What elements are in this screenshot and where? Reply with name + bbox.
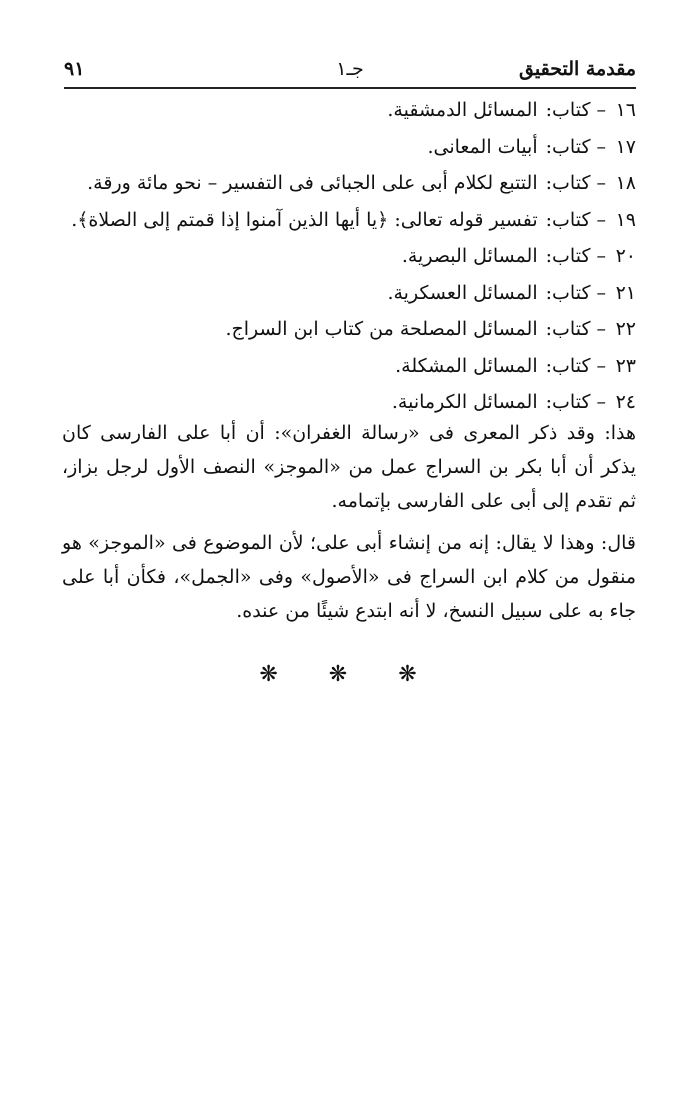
item-title: المسائل البصرية. <box>401 245 538 267</box>
item-title: تفسير قوله تعالى: ﴿يا أيها الذين آمنوا إذا قمتم إلى الصلاة﴾. <box>71 208 538 231</box>
list-item: ١٩–كتاب:تفسير قوله تعالى: ﴿يا أيها الذين آمنوا إذا قمتم إلى الصلاة﴾. <box>76 202 636 239</box>
item-label: كتاب <box>552 391 591 413</box>
list-item: ٢٣–كتاب:المسائل المشكلة. <box>76 348 636 385</box>
item-label: كتاب <box>552 281 591 304</box>
item-label: كتاب <box>552 99 591 121</box>
list-item: ٢٢–كتاب:المسائل المصلحة من كتاب ابن السراج. <box>76 311 636 348</box>
item-number: ٢٢ <box>615 318 636 340</box>
item-title: المسائل الكرمانية. <box>391 391 538 413</box>
item-title: المسائل الدمشقية. <box>387 99 538 121</box>
item-number: ١٨ <box>615 172 636 194</box>
list-item: ١٦–كتاب:المسائل الدمشقية. <box>76 92 636 129</box>
page-number: ٩١ <box>64 58 85 80</box>
section-ornament: ❋ ❋ ❋ <box>259 662 439 687</box>
paragraph-risalat-al-ghufran: هذا: وقد ذكر المعرى فى «رسالة الغفران»: أن أبا على الفارسى كان يذكر أن أبا بكر بن السراج عمل من «الموجز» النصف الأول لرجل بزاز، ثم تقدم إلى أبى على الفارسى بإتمامه. <box>62 422 636 512</box>
header-volume: جـ١ <box>336 58 364 80</box>
header-rule <box>64 87 636 89</box>
item-number: ١٧ <box>615 135 636 158</box>
running-header <box>64 52 636 84</box>
item-label: كتاب <box>552 245 591 267</box>
list-item: ٢٤–كتاب:المسائل الكرمانية. <box>76 384 636 421</box>
list-item: ١٧–كتاب:أبيات المعانى. <box>76 129 636 166</box>
item-number: ٢٤ <box>615 391 636 413</box>
item-label: كتاب <box>552 318 591 340</box>
item-label: كتاب <box>552 354 591 377</box>
list-item: ٢٠–كتاب:المسائل البصرية. <box>76 238 636 275</box>
item-number: ٢٠ <box>615 245 636 267</box>
book-list <box>71 92 636 421</box>
item-number: ١٩ <box>615 208 636 231</box>
item-number: ٢١ <box>615 281 636 304</box>
item-title: المسائل المشكلة. <box>395 354 538 377</box>
list-item: ١٨–كتاب:التتبع لكلام أبى على الجبائى فى التفسير – نحو مائة ورقة. <box>76 165 636 202</box>
paragraph-al-mujaz: قال: وهذا لا يقال: إنه من إنشاء أبى على؛ لأن الموضوع فى «الموجز» هو منقول من كلام ابن السراج فى «الأصول» وفى «الجمل»، فكأن أبا على جاء به على سبيل النسخ، لا أنه ابتدع شيئًا من عنده. <box>62 532 636 622</box>
item-title: التتبع لكلام أبى على الجبائى فى التفسير – نحو مائة ورقة. <box>87 172 538 194</box>
item-number: ١٦ <box>615 99 636 121</box>
item-title: المسائل العسكرية. <box>387 281 538 304</box>
item-label: كتاب <box>552 135 591 158</box>
item-number: ٢٣ <box>615 354 636 377</box>
header-title: مقدمة التحقيق <box>519 58 636 80</box>
item-label: كتاب <box>552 172 591 194</box>
item-title: المسائل المصلحة من كتاب ابن السراج. <box>225 318 538 340</box>
item-label: كتاب <box>552 208 591 231</box>
item-title: أبيات المعانى. <box>427 135 538 158</box>
list-item: ٢١–كتاب:المسائل العسكرية. <box>76 275 636 312</box>
